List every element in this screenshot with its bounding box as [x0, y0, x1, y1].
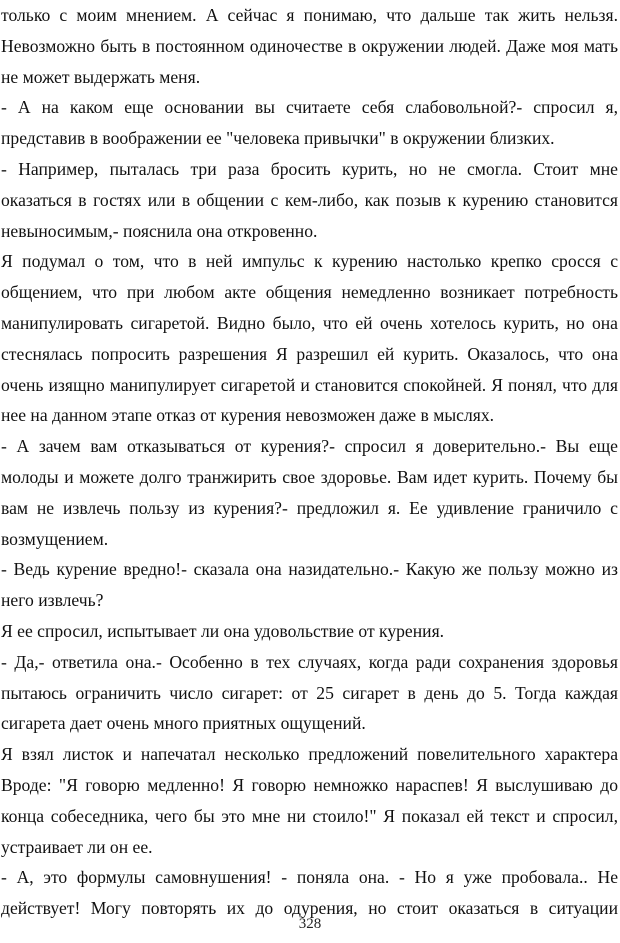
text-line: Я подумал о том, что в ней импульс к курению настолько крепко сросся с [1, 251, 618, 272]
text-line: действует! Могу повторять их до одурения, но стоит оказаться в ситуации [1, 898, 618, 919]
text-line: невыносимым,- пояснила она откровенно. [1, 220, 318, 241]
text-line: манипулировать сигаретой. Видно было, что ей очень хотелось курить, но она [1, 312, 618, 333]
text-line: Я взял листок и напечатал несколько предложений повелительного характера [1, 744, 618, 765]
text-line: пытаюсь ограничить число сигарет: от 25 сигарет в день до 5. Тогда каждая [1, 682, 618, 703]
text-line: - Да,- ответила она.- Особенно в тех случаях, когда ради сохранения здоровья [1, 651, 618, 672]
text-line: Вроде: "Я говорю медленно! Я говорю немножко нараспев! Я выслушиваю до [1, 774, 618, 795]
text-line: вам не извлечь пользу из курения?- предложил я. Ее удивление граничило с [1, 497, 618, 518]
text-line: общением, что при любом акте общения немедленно возникает потребность [1, 282, 618, 303]
text-line: него извлечь? [1, 590, 104, 611]
text-line: устраивает ли он ее. [1, 836, 153, 857]
text-line: - Ведь курение вредно!- сказала она назидательно.- Какую же пользу можно из [1, 559, 618, 580]
text-line: только с моим мнением. А сейчас я понимаю, что дальше так жить нельзя. [1, 5, 618, 25]
text-line: - Например, пыталась три раза бросить курить, но не смогла. Стоит мне [1, 158, 618, 179]
text-line: возмущением. [1, 528, 109, 549]
text-line: стеснялась попросить разрешения Я разрешил ей курить. Оказалось, что она [1, 343, 618, 364]
text-line: сигарета дает очень много приятных ощущений. [1, 713, 366, 734]
text-line: оказаться в гостях или в общении с кем-либо, как позыв к курению становится [1, 189, 618, 210]
text-line: нее на данном этапе отказ от курения невозможен даже в мыслях. [1, 405, 495, 426]
text-line: - А на каком еще основании вы считаете себя слабовольной?- спросил я, [1, 97, 618, 118]
text-line: очень изящно манипулирует сигаретой и становится спокойней. Я понял, что для [1, 374, 618, 395]
text-line: молоды и можете долго транжирить свое здоровье. Вам идет курить. Почему бы [1, 466, 618, 487]
text-line: - А, это формулы самовнушения! - поняла она. - Но я уже пробовала.. Не [1, 867, 618, 888]
text-line: Невозможно быть в постоянном одиночестве в окружении людей. Даже моя мать [1, 35, 618, 56]
page-number: 328 [298, 916, 322, 932]
text-line: - А зачем вам отказываться от курения?- спросил я доверительно.- Вы еще [1, 436, 618, 457]
page-text-body [1, 0, 618, 924]
text-line: Я ее спросил, испытывает ли она удовольствие от курения. [1, 620, 445, 641]
text-line: представив в воображении ее "человека привычки" в окружении близких. [1, 128, 555, 149]
text-line: конца собеседника, чего бы это мне ни стоило!" Я показал ей текст и спросил, [1, 805, 618, 826]
text-line: не может выдержать меня. [1, 66, 201, 87]
